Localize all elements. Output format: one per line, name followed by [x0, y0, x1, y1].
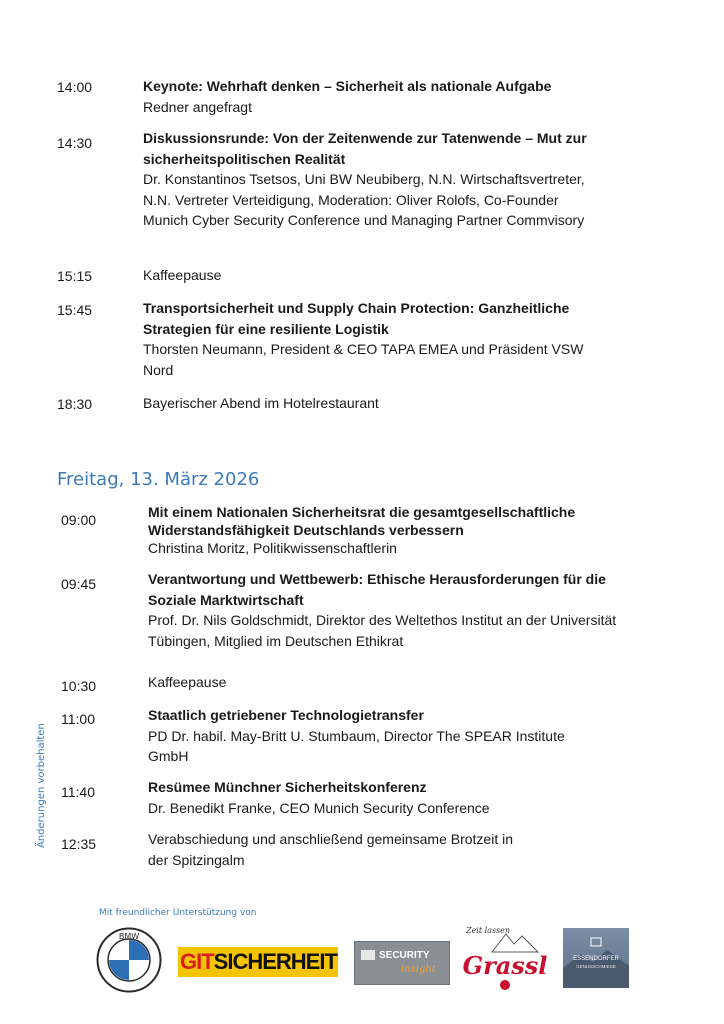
item-title: Diskussionsrunde: Von der Zeitenwende zur Tatenwende – Mut zur sicherheitspolitischen Realität — [143, 130, 587, 167]
agenda-item-1100 — [148, 705, 598, 767]
item-desc: PD Dr. habil. May-Britt U. Stumbaum, Director The SPEAR Institute GmbH — [148, 727, 565, 764]
item-desc: Dr. Benedikt Franke, CEO Munich Security Conference — [148, 799, 490, 816]
time-1100: 11:00 — [61, 711, 95, 727]
security-text: SECURITY — [379, 950, 430, 961]
time-1430: 14:30 — [57, 135, 93, 151]
agenda-item-1430 — [143, 128, 593, 231]
time-0945: 09:45 — [61, 576, 97, 592]
sponsor-label: Mit freundlicher Unterstützung von — [99, 908, 257, 918]
item-title: Mit einem Nationalen Sicherheitsrat die gesamtgesellschaftliche Widerstandsfähigkeit Deutschlands verbessern — [148, 504, 576, 538]
item-title: Transportsicherheit und Supply Chain Protection: Ganzheitliche Strategien für eine resiliente Logistik — [143, 300, 570, 337]
agenda-item-1545 — [143, 298, 603, 380]
time-1830: 18:30 — [57, 396, 93, 412]
agenda-item-0900 — [148, 503, 618, 557]
item-title: Staatlich getriebener Technologietransfer — [148, 707, 424, 723]
agenda-item-1140 — [148, 777, 598, 818]
agenda-item-1030 — [148, 672, 598, 693]
agenda-item-1830 — [143, 393, 593, 414]
item-desc: Prof. Dr. Nils Goldschmidt, Direktor des Weltethos Institut an der Universität Tübingen, Mitglied im Deutschen Ethikrat — [148, 612, 617, 649]
time-1515: 15:15 — [57, 268, 93, 284]
time-1030: 10:30 — [61, 678, 97, 694]
git-sicherheit-logo — [178, 947, 338, 977]
item-desc: Christina Moritz, Politikwissenschaftlerin — [148, 540, 397, 556]
bmw-text: BMW — [118, 932, 140, 941]
item-title: Resümee Münchner Sicherheitskonferenz — [148, 779, 427, 795]
agenda-item-1400 — [143, 76, 613, 117]
time-1545: 15:45 — [57, 302, 93, 318]
bmw-logo — [96, 927, 162, 993]
grassl-tagline: Zeit lassen — [466, 926, 511, 935]
sicherheit-text: SICHERHEIT — [213, 949, 337, 974]
time-1140: 11:40 — [61, 784, 95, 800]
agenda-item-0945 — [148, 569, 633, 651]
item-desc: Kaffeepause — [148, 674, 227, 690]
essendorfer-sub: GENUSSCHMIEDE — [576, 964, 616, 969]
time-0900: 09:00 — [61, 512, 97, 528]
git-text: GIT — [180, 949, 214, 974]
item-title: Verantwortung und Wettbewerb: Ethische Herausforderungen für die Soziale Marktwirtschaft — [148, 571, 606, 608]
item-title: Keynote: Wehrhaft denken – Sicherheit als nationale Aufgabe — [143, 78, 552, 94]
grassl-logo — [462, 922, 548, 992]
agenda-item-1515 — [143, 265, 593, 286]
item-desc: Thorsten Neumann, President & CEO TAPA EMEA und Präsident VSW Nord — [143, 341, 584, 378]
agenda-item-1235 — [148, 829, 528, 870]
essendorfer-logo — [563, 928, 629, 988]
changes-reserved-note: Änderungen vorbehalten — [36, 723, 47, 848]
item-desc: Bayerischer Abend im Hotelrestaurant — [143, 395, 379, 411]
item-desc: Kaffeepause — [143, 267, 222, 283]
item-desc: Verabschiedung und anschließend gemeinsame Brotzeit in der Spitzingalm — [148, 831, 514, 868]
item-desc: Dr. Konstantinos Tsetsos, Uni BW Neubiberg, N.N. Wirtschaftsvertreter, N.N. Vertreter Verteidigung, Moderation: Oliver Rolofs, Co-Founder Munich Cyber Security Conference und Managing Partner Commvisory — [143, 171, 585, 228]
insight-text: insight — [401, 964, 436, 975]
time-1400: 14:00 — [57, 79, 93, 95]
day-heading: Freitag, 13. März 2026 — [57, 469, 260, 490]
essendorfer-text: ESSENDORFER — [573, 956, 619, 962]
time-1235: 12:35 — [61, 836, 97, 852]
grassl-text: Grassl — [462, 951, 548, 980]
security-insight-logo — [354, 941, 450, 985]
item-desc: Redner angefragt — [143, 98, 252, 115]
